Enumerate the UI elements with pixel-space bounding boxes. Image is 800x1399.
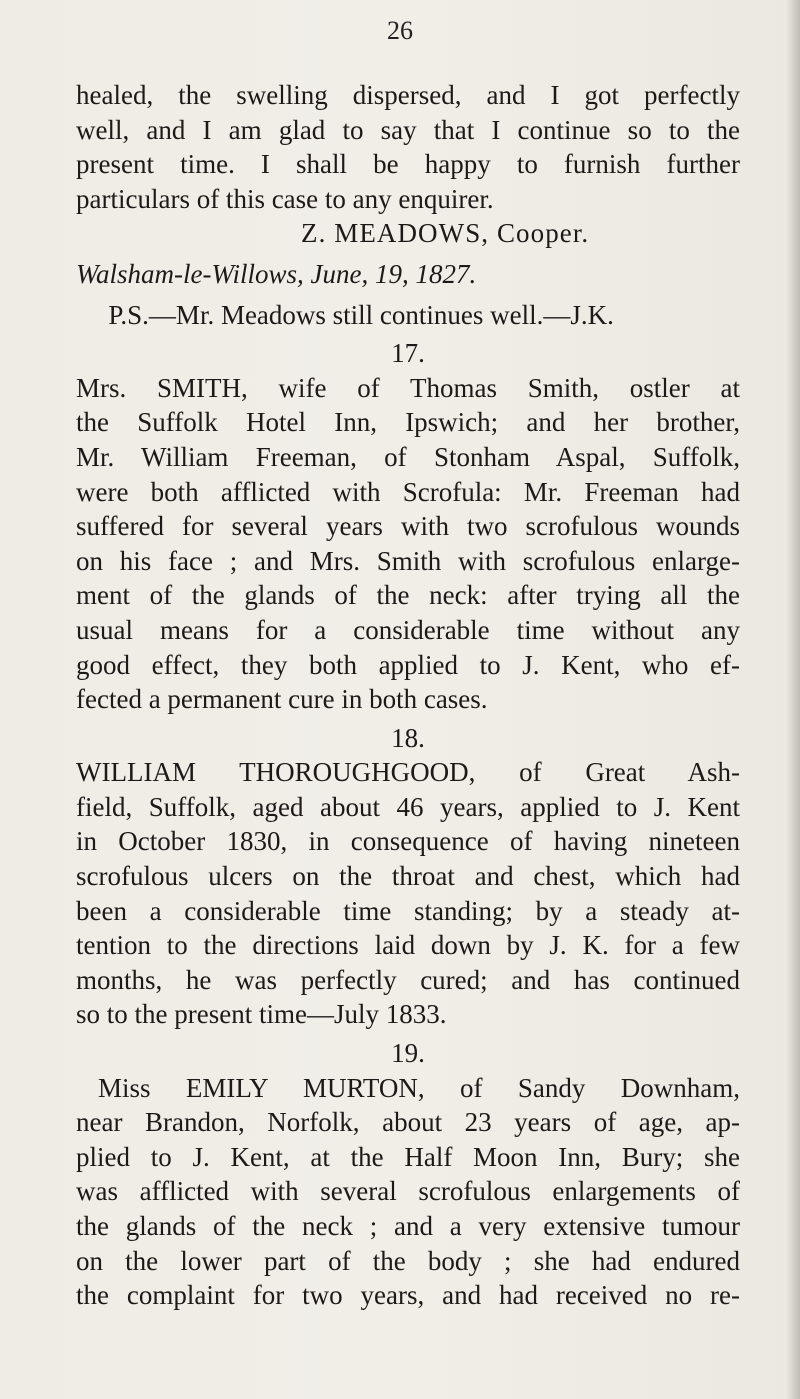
page-number: 26 (387, 16, 413, 45)
text-line: on his face ; and Mrs. Smith with scrofulous enlarge- (76, 545, 740, 576)
text-line: plied to J. Kent, at the Half Moon Inn, Bury; she (76, 1141, 740, 1172)
text-line: Miss EMILY MURTON, of Sandy Downham, (98, 1072, 740, 1103)
section-number: 19. (391, 1038, 425, 1069)
text-line: healed, the swelling dispersed, and I got perfectly (76, 80, 740, 110)
text-line: the glands of the neck ; and a very extensive tumour (76, 1211, 740, 1241)
postscript-line: P.S.—Mr. Meadows still continues well.—J.K. (108, 299, 614, 330)
text-line: scrofulous ulcers on the throat and chest, which had (76, 861, 740, 892)
text-line: particulars of this case to any enquirer. (76, 183, 494, 214)
text-line: field, Suffolk, aged about 46 years, applied to J. Kent (76, 791, 740, 822)
text-line: months, he was perfectly cured; and has continued (76, 964, 740, 995)
text-line: on the lower part of the body ; she had endured (76, 1245, 740, 1276)
text-line: the complaint for two years, and had received no re- (76, 1280, 740, 1311)
text-line: ment of the glands of the neck: after trying all the (76, 580, 740, 611)
text-line: in October 1830, in consequence of having nineteen (76, 826, 740, 857)
page-body (76, 78, 740, 1313)
signature-line: Z. MEADOWS, Cooper. (301, 218, 590, 249)
text-line: fected a permanent cure in both cases. (76, 684, 488, 715)
page-edge-shadow (786, 0, 800, 1399)
text-line: Mrs. SMITH, wife of Thomas Smith, ostler at (76, 372, 740, 403)
text-line: tention to the directions laid down by J. K. for a few (76, 930, 740, 961)
text-line: been a considerable time standing; by a steady at- (76, 895, 740, 926)
section-number: 17. (391, 338, 425, 369)
text-line: well, and I am glad to say that I continue so to the (76, 114, 740, 145)
text-line: near Brandon, Norfolk, about 23 years of age, ap- (76, 1107, 740, 1138)
text-line: so to the present time—July 1833. (76, 999, 447, 1030)
text-line: usual means for a considerable time without any (76, 614, 740, 645)
text-line: good effect, they both applied to J. Kent, who ef- (76, 649, 740, 680)
text-line: WILLIAM THOROUGHGOOD, of Great Ash- (76, 757, 740, 788)
text-line: were both afflicted with Scrofula: Mr. Freeman had (76, 476, 740, 507)
text-line: Mr. William Freeman, of Stonham Aspal, Suffolk, (76, 441, 740, 472)
section-number: 18. (391, 722, 425, 753)
text-line: suffered for several years with two scrofulous wounds (76, 511, 740, 542)
text-line: was afflicted with several scrofulous enlargements of (76, 1176, 740, 1207)
text-line: present time. I shall be happy to furnish further (76, 149, 740, 180)
text-line: the Suffolk Hotel Inn, Ipswich; and her brother, (76, 407, 740, 438)
place-date-line: Walsham-le-Willows, June, 19, 1827. (76, 258, 477, 289)
